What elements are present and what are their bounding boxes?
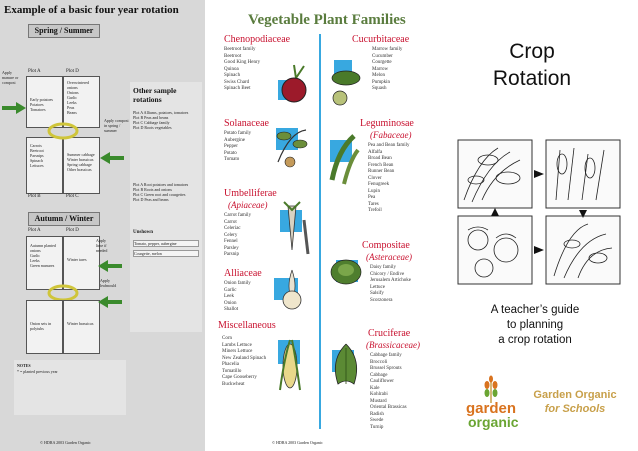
family-name: Alliaceae: [224, 268, 262, 279]
teachers-guide-text: [465, 303, 605, 348]
plot-c-label: Plot C: [66, 194, 79, 199]
other-rotations-box: [130, 82, 202, 332]
guide-line-1: A teacher’s guide: [490, 304, 580, 316]
wheat-icon: [476, 375, 506, 403]
plot-a-label: Plot A: [28, 69, 41, 74]
green-arrow-icon: [2, 102, 26, 114]
beetroot-icon: [274, 60, 314, 105]
family-common-name: (Fabaceae): [370, 130, 412, 140]
cabbage-icon: [324, 340, 368, 390]
family-members: Marrow family Cucumber Courgette Marrow Melon Pumpkin Squash: [372, 47, 403, 91]
plot-b-autumn: [26, 300, 63, 354]
manure-note-spring: Apply manure or compost: [2, 70, 19, 85]
family-name: Solanaceae: [224, 118, 269, 129]
vegetable-families-title: Vegetable Plant Families: [248, 12, 406, 28]
notes-title: NOTES: [17, 363, 31, 368]
family-name: Cucurbitaceae: [352, 34, 410, 45]
family-common-name: (Apiaceae): [228, 200, 268, 210]
plot-c-crops: Summer cabbage Winter brassicas Spring cabbage Other brassicas: [67, 152, 95, 172]
plot-a-label-autumn: Plot A: [28, 228, 41, 233]
family-members: Pea and Bean family Alfalfa Broad Bean French Bean Runner Bean Clover Fenugreek Lupin Pea Tares Trefoil: [368, 143, 410, 213]
plot-d-label-autumn: Plot D: [66, 228, 79, 233]
guide-line-2: to planning: [506, 319, 564, 331]
family-name: Cruciferae: [368, 328, 411, 339]
title-line-1: Crop: [509, 40, 555, 63]
family-members: Daisy family Chicory / Endive Jerusalem Artichoke Lettuce Salsify Scorzonera: [370, 265, 411, 303]
family-members: Cabbage family Broccoli Brussel Sprouts Cabbage Cauliflower Kale Kohlrabi Mustard Oriental Brassicas Radish Swede Turnip: [370, 353, 407, 430]
family-name: Chenopodiaceae: [224, 34, 291, 45]
unshown-row-2: Courgette, melon: [133, 250, 199, 257]
rotation-cycle-icon: [46, 120, 80, 142]
plot-b-crops: Carrots Beetroot Parsnips Spinach Lettuces: [30, 143, 44, 168]
org-line-1: Garden Organic: [533, 389, 617, 401]
notes-text: * = planted previous year: [17, 369, 58, 374]
green-arrow-icon: [100, 152, 124, 164]
unshown-row-1: Tomato, pepper, aubergine: [133, 240, 199, 247]
pea-pod-icon: [324, 130, 364, 190]
family-members: Potato family Aubergine Pepper Potato Tomato: [224, 131, 252, 162]
garden-organic-logo: [466, 375, 524, 435]
family-name: Leguminosae: [360, 118, 414, 129]
family-name: Compositae: [362, 240, 410, 251]
plot-a-autumn-crops: Autumn planted onions Garlic Leeks Green manures: [30, 243, 56, 268]
crop-rotation-illustration: [448, 130, 630, 294]
plot-d-autumn-crops: Winter tares: [67, 257, 87, 262]
rotation-example-sheet: [0, 0, 205, 451]
plot-d-crops: Overwintered onions Onions Garlic Leeks Peas Beans: [67, 80, 89, 115]
leafmould-note: Apply leafmould: [100, 278, 117, 288]
plot-b-label: Plot B: [28, 194, 41, 199]
logo-word-organic: organic: [468, 414, 519, 430]
plot-a-crops: Early potatoes Potatoes Tomatoes: [30, 97, 53, 112]
crop-rotation-title: [462, 38, 602, 92]
lettuce-icon: [326, 252, 366, 288]
family-common-name: (Brassicaceae): [366, 340, 420, 350]
spring-summer-header: Spring / Summer: [28, 24, 100, 38]
plot-c-autumn-crops: Winter brassicas: [67, 321, 94, 326]
carrot-icon: [270, 200, 316, 258]
family-members: Beetroot family Beetroot Good King Henry Quinoa Spinach Swiss Chard Spinach Beet: [224, 47, 261, 91]
other-rotations-list-2: Plot A Root potatoes and tomatoes Plot B Roots and onions Plot C Green root and courgettes Plot D Peas and beans: [133, 182, 189, 202]
onion-icon: [272, 268, 312, 312]
family-members: Corn Lambs Lettuce Miners Lettuce New Zealand Spinach Phacelia Tomatillo Cape Gooseberry Buckwheat: [222, 336, 267, 387]
family-name: Umbelliferae: [224, 188, 277, 199]
rotation-sheet-title: Example of a basic four year rotation: [4, 4, 179, 16]
family-members: Onion family Garlic Leek Onion Shallot: [224, 281, 251, 312]
family-name: Miscellaneous: [218, 320, 276, 331]
green-arrow-icon: [98, 296, 122, 308]
logo-word-garden: garden: [466, 400, 517, 417]
vegetable-families-sheet: [212, 10, 430, 451]
potato-plant-icon: [270, 122, 314, 170]
squash-icon: [326, 60, 366, 110]
plot-c-spring: [63, 137, 100, 194]
corn-icon: [268, 330, 314, 400]
plot-c-autumn: [63, 300, 100, 354]
guide-line-3: a crop rotation: [498, 334, 572, 346]
plot-b-spring: [26, 137, 63, 194]
compost-note-spring: Apply compost in spring / summer: [104, 118, 129, 133]
notes-box: [14, 360, 126, 415]
family-members: Carrot family Carrot Celeriac Celery Fennel Parsley Parsnip: [224, 213, 252, 257]
org-line-2: for Schools: [544, 403, 606, 415]
middle-footer: © HDRA 2003 Garden Organic: [272, 440, 323, 445]
other-rotations-title: Other sample rotations: [133, 86, 177, 104]
plot-b-autumn-crops: Onion sets in polytubs: [30, 321, 52, 331]
lime-note: Apply lime if needed: [96, 238, 108, 253]
family-common-name: (Asteraceae): [366, 252, 412, 262]
green-arrow-icon: [98, 260, 122, 272]
garden-organic-schools: [520, 388, 630, 416]
left-footer: © HDRA 2003 Garden Organic: [40, 440, 91, 445]
other-rotations-list-1: Plot A Alliums, potatoes, tomatoes Plot B Peas and beans Plot C Cabbage family Plot D Roots vegetables: [133, 110, 189, 130]
plot-d-label: Plot D: [66, 69, 79, 74]
title-line-2: Rotation: [492, 67, 572, 90]
autumn-winter-header: Autumn / Winter: [28, 212, 100, 226]
unshown-label: Unshown: [133, 230, 154, 235]
center-divider: [319, 34, 321, 429]
